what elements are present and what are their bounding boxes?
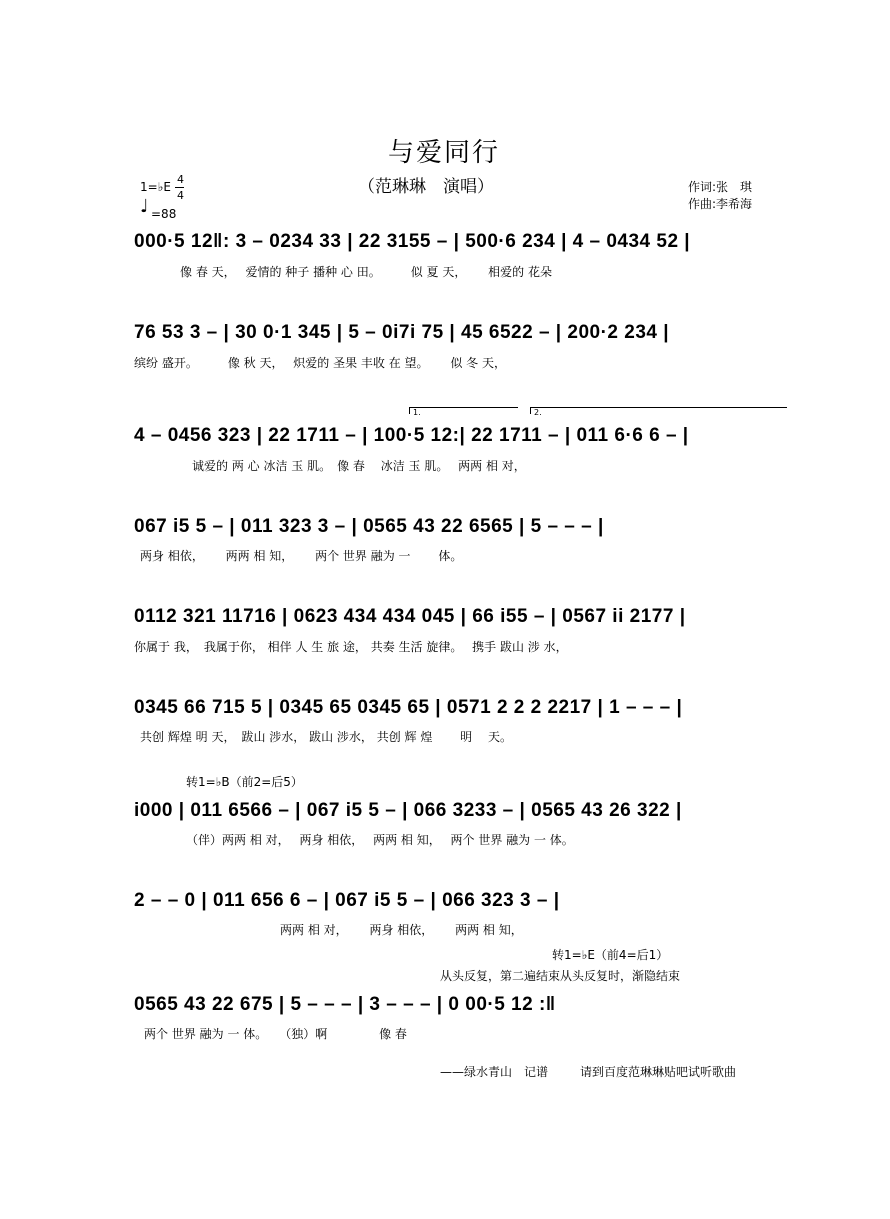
score-row-2-lyrics: 缤纷 盛开。 像 秋 天， 炽爱的 圣果 丰收 在 望。 似 冬 天，	[134, 356, 506, 370]
repeat-instruction: 从头反复，第二遍结束从头反复时，渐隐结束	[440, 969, 681, 983]
score-row-7-notes: i000 | 011 6566 – | 067 i5 5 – | 066 3233 – | 0565 43 26 322 |	[134, 800, 682, 821]
score-row-5-notes: 0112 321 11716 | 0623 434 434 045 | 66 i55 – | 0567 ii 2177 |	[134, 606, 686, 627]
page-title: 与爱同行	[388, 138, 501, 168]
score-row-8-notes: 2 – – 0 | 011 656 6 – | 067 i5 5 – | 066 323 3 – |	[134, 890, 560, 911]
composer-credit: 作曲:李希海	[688, 197, 753, 211]
score-row-4-notes: 067 i5 5 – | 011 323 3 – | 0565 43 22 6565 | 5 – – – |	[134, 516, 604, 537]
score-row-6-lyrics: 共创 辉煌 明 天， 跋山 涉水， 跋山 涉水， 共创 辉 煌 明 天。	[140, 730, 512, 744]
modulation-marking-1: 转1=♭B（前2=后5）	[186, 775, 303, 789]
modulation-marking-2: 转1=♭E（前4=后1）	[552, 948, 669, 962]
score-row-3-notes: 4 – 0456 323 | 22 1711 – | 100·5 12:| 22 1711 – | 011 6·6 6 – |	[134, 425, 689, 446]
score-row-3-lyrics: 诚爱的 两 心 冰洁 玉 肌。 像 春 冰洁 玉 肌。 两两 相 对，	[192, 459, 526, 473]
first-ending-bracket: 1.	[409, 407, 518, 414]
transcriber-credit: ——绿水青山 记谱	[440, 1065, 549, 1079]
quarter-note-icon: ♩	[140, 196, 149, 217]
time-signature-top: 4	[177, 173, 184, 186]
score-row-5-lyrics: 你属于 我， 我属于你， 相伴 人 生 旅 途， 共奏 生活 旋律。 携手 跋山 涉 水，	[134, 640, 568, 654]
score-row-9-lyrics: 两个 世界 融为 一 体。 （独）啊 像 春	[144, 1027, 407, 1041]
key-signature: 1=♭E	[140, 180, 171, 194]
second-ending-bracket: 2.	[530, 407, 787, 414]
score-row-7-lyrics: （伴）两两 相 对， 两身 相依， 两两 相 知， 两个 世界 融为 一 体。	[186, 833, 574, 847]
score-row-1-lyrics: 像 春 天， 爱情的 种子 播种 心 田。 似 夏 天， 相爱的 花朵	[180, 265, 552, 279]
time-signature-line	[175, 187, 184, 188]
score-row-9-notes: 0565 43 22 675 | 5 – – – | 3 – – – | 0 00·5 12 :‖	[134, 994, 556, 1015]
score-row-8-lyrics: 两两 相 对， 两身 相依， 两两 相 知，	[280, 923, 523, 937]
listening-note: 请到百度范琳琳贴吧试听歌曲	[580, 1065, 737, 1079]
score-row-6-notes: 0345 66 715 5 | 0345 65 0345 65 | 0571 2 2 2 2217 | 1 – – – |	[134, 697, 683, 718]
lyricist-credit: 作词:张 琪	[688, 180, 753, 194]
time-signature-bottom: 4	[177, 189, 184, 202]
score-row-1-notes: 000·5 12‖: 3 – 0234 33 | 22 3155 – | 500·6 234 | 4 – 0434 52 |	[134, 231, 691, 252]
tempo-marking: =88	[151, 207, 177, 221]
score-row-2-notes: 76 53 3 – | 30 0·1 345 | 5 – 0i7i 75 | 45 6522 – | 200·2 234 |	[134, 322, 670, 343]
performer-line: （范琳琳 演唱）	[358, 177, 494, 197]
score-row-4-lyrics: 两身 相依， 两两 相 知， 两个 世界 融为 一 体。	[140, 549, 463, 563]
